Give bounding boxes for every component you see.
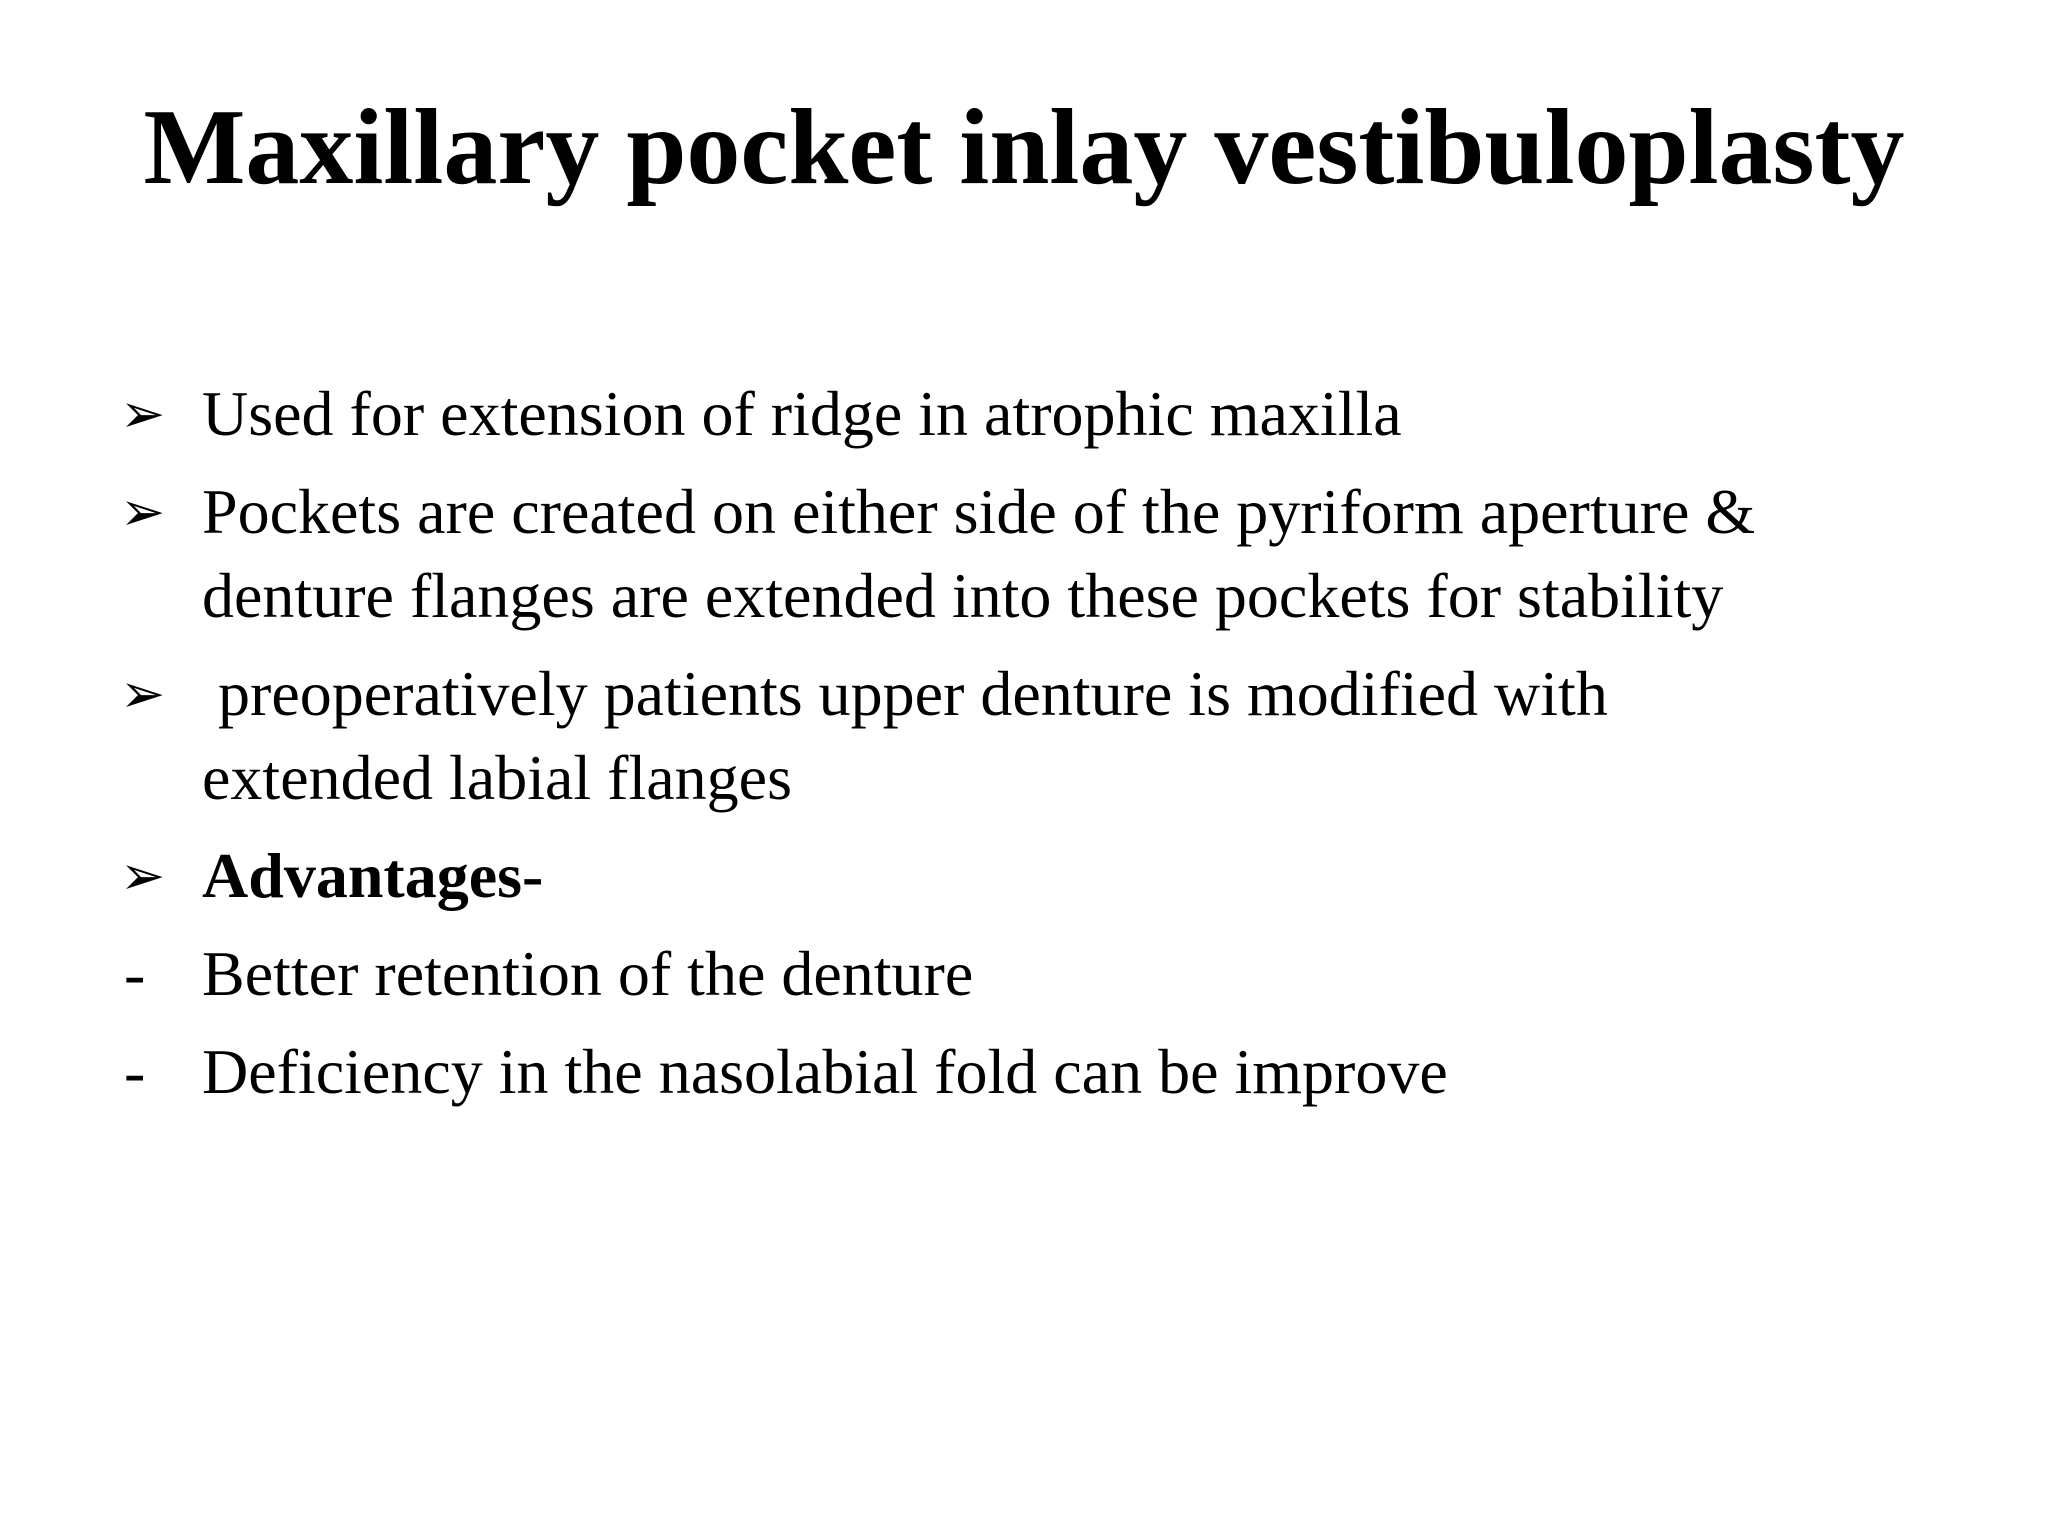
list-item [120, 834, 1940, 918]
list-item [120, 1030, 1940, 1114]
list-item [120, 470, 1940, 638]
list-item-line: preoperatively patients upper denture is modified with [218, 658, 1608, 729]
list-item-text: Deficiency in the nasolabial fold can be improve [202, 1036, 1448, 1107]
list-item-text: Used for extension of ridge in atrophic maxilla [202, 378, 1402, 449]
list-item-line: extended labial flanges [202, 742, 792, 813]
slide-title: Maxillary pocket inlay vestibuloplasty [143, 88, 1905, 207]
list-item-text: Pockets are created on either side of the pyriform aperture & denture flanges are extended into these pockets for stability [202, 476, 1756, 631]
dash-bullet-icon: - [124, 1036, 146, 1107]
arrow-bullet-icon: ➢ [120, 664, 166, 724]
list-item [120, 652, 1940, 820]
bullet-list [120, 372, 1940, 1128]
dash-bullet-icon: - [124, 938, 146, 1009]
list-item-heading: Advantages- [202, 840, 544, 911]
arrow-bullet-icon: ➢ [120, 482, 166, 542]
list-item [120, 372, 1940, 456]
list-item-text: Better retention of the denture [202, 938, 974, 1009]
arrow-bullet-icon: ➢ [120, 384, 166, 444]
arrow-bullet-icon: ➢ [120, 846, 166, 906]
list-item-text [202, 652, 1940, 820]
list-item [120, 932, 1940, 1016]
